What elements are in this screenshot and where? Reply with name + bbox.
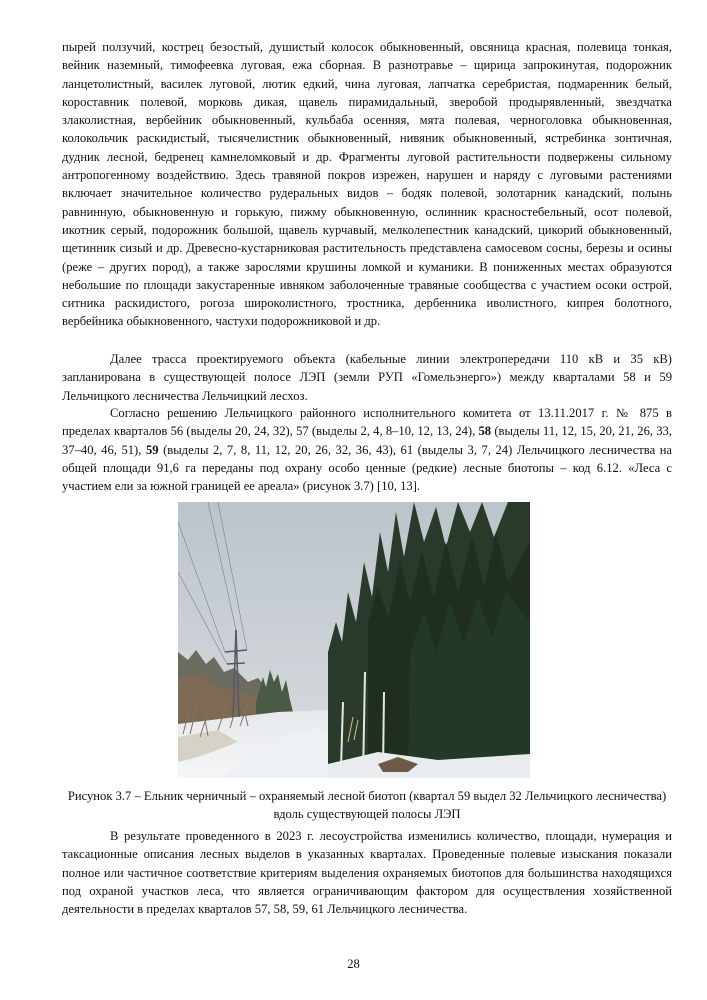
photo-spruce-forest-power-line <box>178 502 530 778</box>
paragraph-text: Согласно решению Лельчицкого районного исполнительного комитета от 13.11.2017 г. № 875 в пределах кварталов 56 (выделы 20, 24, 32), 57 (выделы 2, 4, 8–10, 12, 13, 24), <box>62 406 672 439</box>
paragraph-route-description: Далее трасса проектируемого объекта (кабельные линии электропередачи 110 кВ и 35 кВ) запланирована в существующей полосе ЛЭП (земли РУП «Гомельэнерго») между кварталами 58 и 59 Лельчицкого лесничества Лельчицкий лесхоз. <box>62 352 672 403</box>
page-number: 28 <box>347 957 360 971</box>
paragraph-meadow-vegetation: пырей ползучий, кострец безостый, душистый колосок обыкновенный, овсяница красная, полевица тонкая, вейник наземный, тимофеевка луговая, ежа сборная. В разнотравье – щирица запрокинутая, подорожник ланцетолистный, василек луговой, лютик едкий, чина луговая, лапчатка серебристая, подмаренник белый, короставник полевой, морковь дикая, щавель пирамидальный, зверобой продырявленный, звездчатка злаколистная, вербейник обыкновенный, кульбаба осенняя, мята полевая, черноголовка обыкновенная, колокольчик раскидистый, тысячелистник обыкновенный, нивяник обыкновенный, ястребинка зонтичная, дудник лесной, бедренец камнеломковый и др. Фрагменты луговой растительности подвержены сильному антропогенному воздействию. Здесь травяной покров изрежен, нарушен и наряду с луговыми растениями включает значительное количество рудеральных видов – бодяк полевой, золотарник канадский, полынь равнинную, обыкновенную и горькую, пижму обыкновенную, ослинник красностебельный, осот полевой, икотник серый, подорожник большой, щавель курчавый, мелколепестник канадский, цикорий обыкновенный, щетинник сизый и др. Древесно-кустарниковая растительность представлена самосевом сосны, березы и осины (реже – других пород), а также зарослями крушины ломкой и куманики. В пониженных местах образуются небольшие по площади закустаренные ивняком заболоченные травяные сообщества с участием осоки острой, ситника раскидистого, рогоза широколистного, тростника, дербенника иволистного, кипрея болотного, вербейника обыкновенного, частухи подорожниковой и др. <box>62 40 672 329</box>
quarter-59-bold: 59 <box>145 442 159 457</box>
figure-caption: Рисунок 3.7 – Ельник черничный – охраняемый лесной биотоп (квартал 59 выдел 32 Лельчицкого лесничества) вдоль существующей полосы ЛЭП <box>67 789 667 822</box>
paragraph-protected-biotopes <box>62 404 672 495</box>
paragraph-text: (выделы 11, 12, 15, 20, 21, 26, 33, 37–40, 46, 51), <box>62 424 672 457</box>
paragraph-forest-inventory: В результате проведенного в 2023 г. лесоустройства изменились количество, площади, нумерация и таксационные описания лесных выделов в указанных кварталах. Проведенные полевые изыскания показали полное или частичное соответствие критериям выделения охраняемых биотопов для большинства находящихся под охраной участков леса, что является ограничивающим фактором для осуществления хозяйственной деятельности в пределах кварталов 57, 58, 59, 61 Лельчицкого лесничества. <box>62 829 672 917</box>
quarter-58-bold: 58 <box>478 424 492 439</box>
figure-photo-spruce-forest <box>178 502 530 778</box>
paragraph-text: (выделы 2, 7, 8, 11, 12, 20, 26, 32, 36, 43), 61 (выделы 3, 7, 24) Лельчицкого лесничества на общей площади 91,6 га переданы под охрану особо ценные (редкие) лесные биотопы – код 6.12. «Леса с участием ели за южной границей ее ареала» (рисунок 3.7) [10, 13]. <box>62 442 673 494</box>
